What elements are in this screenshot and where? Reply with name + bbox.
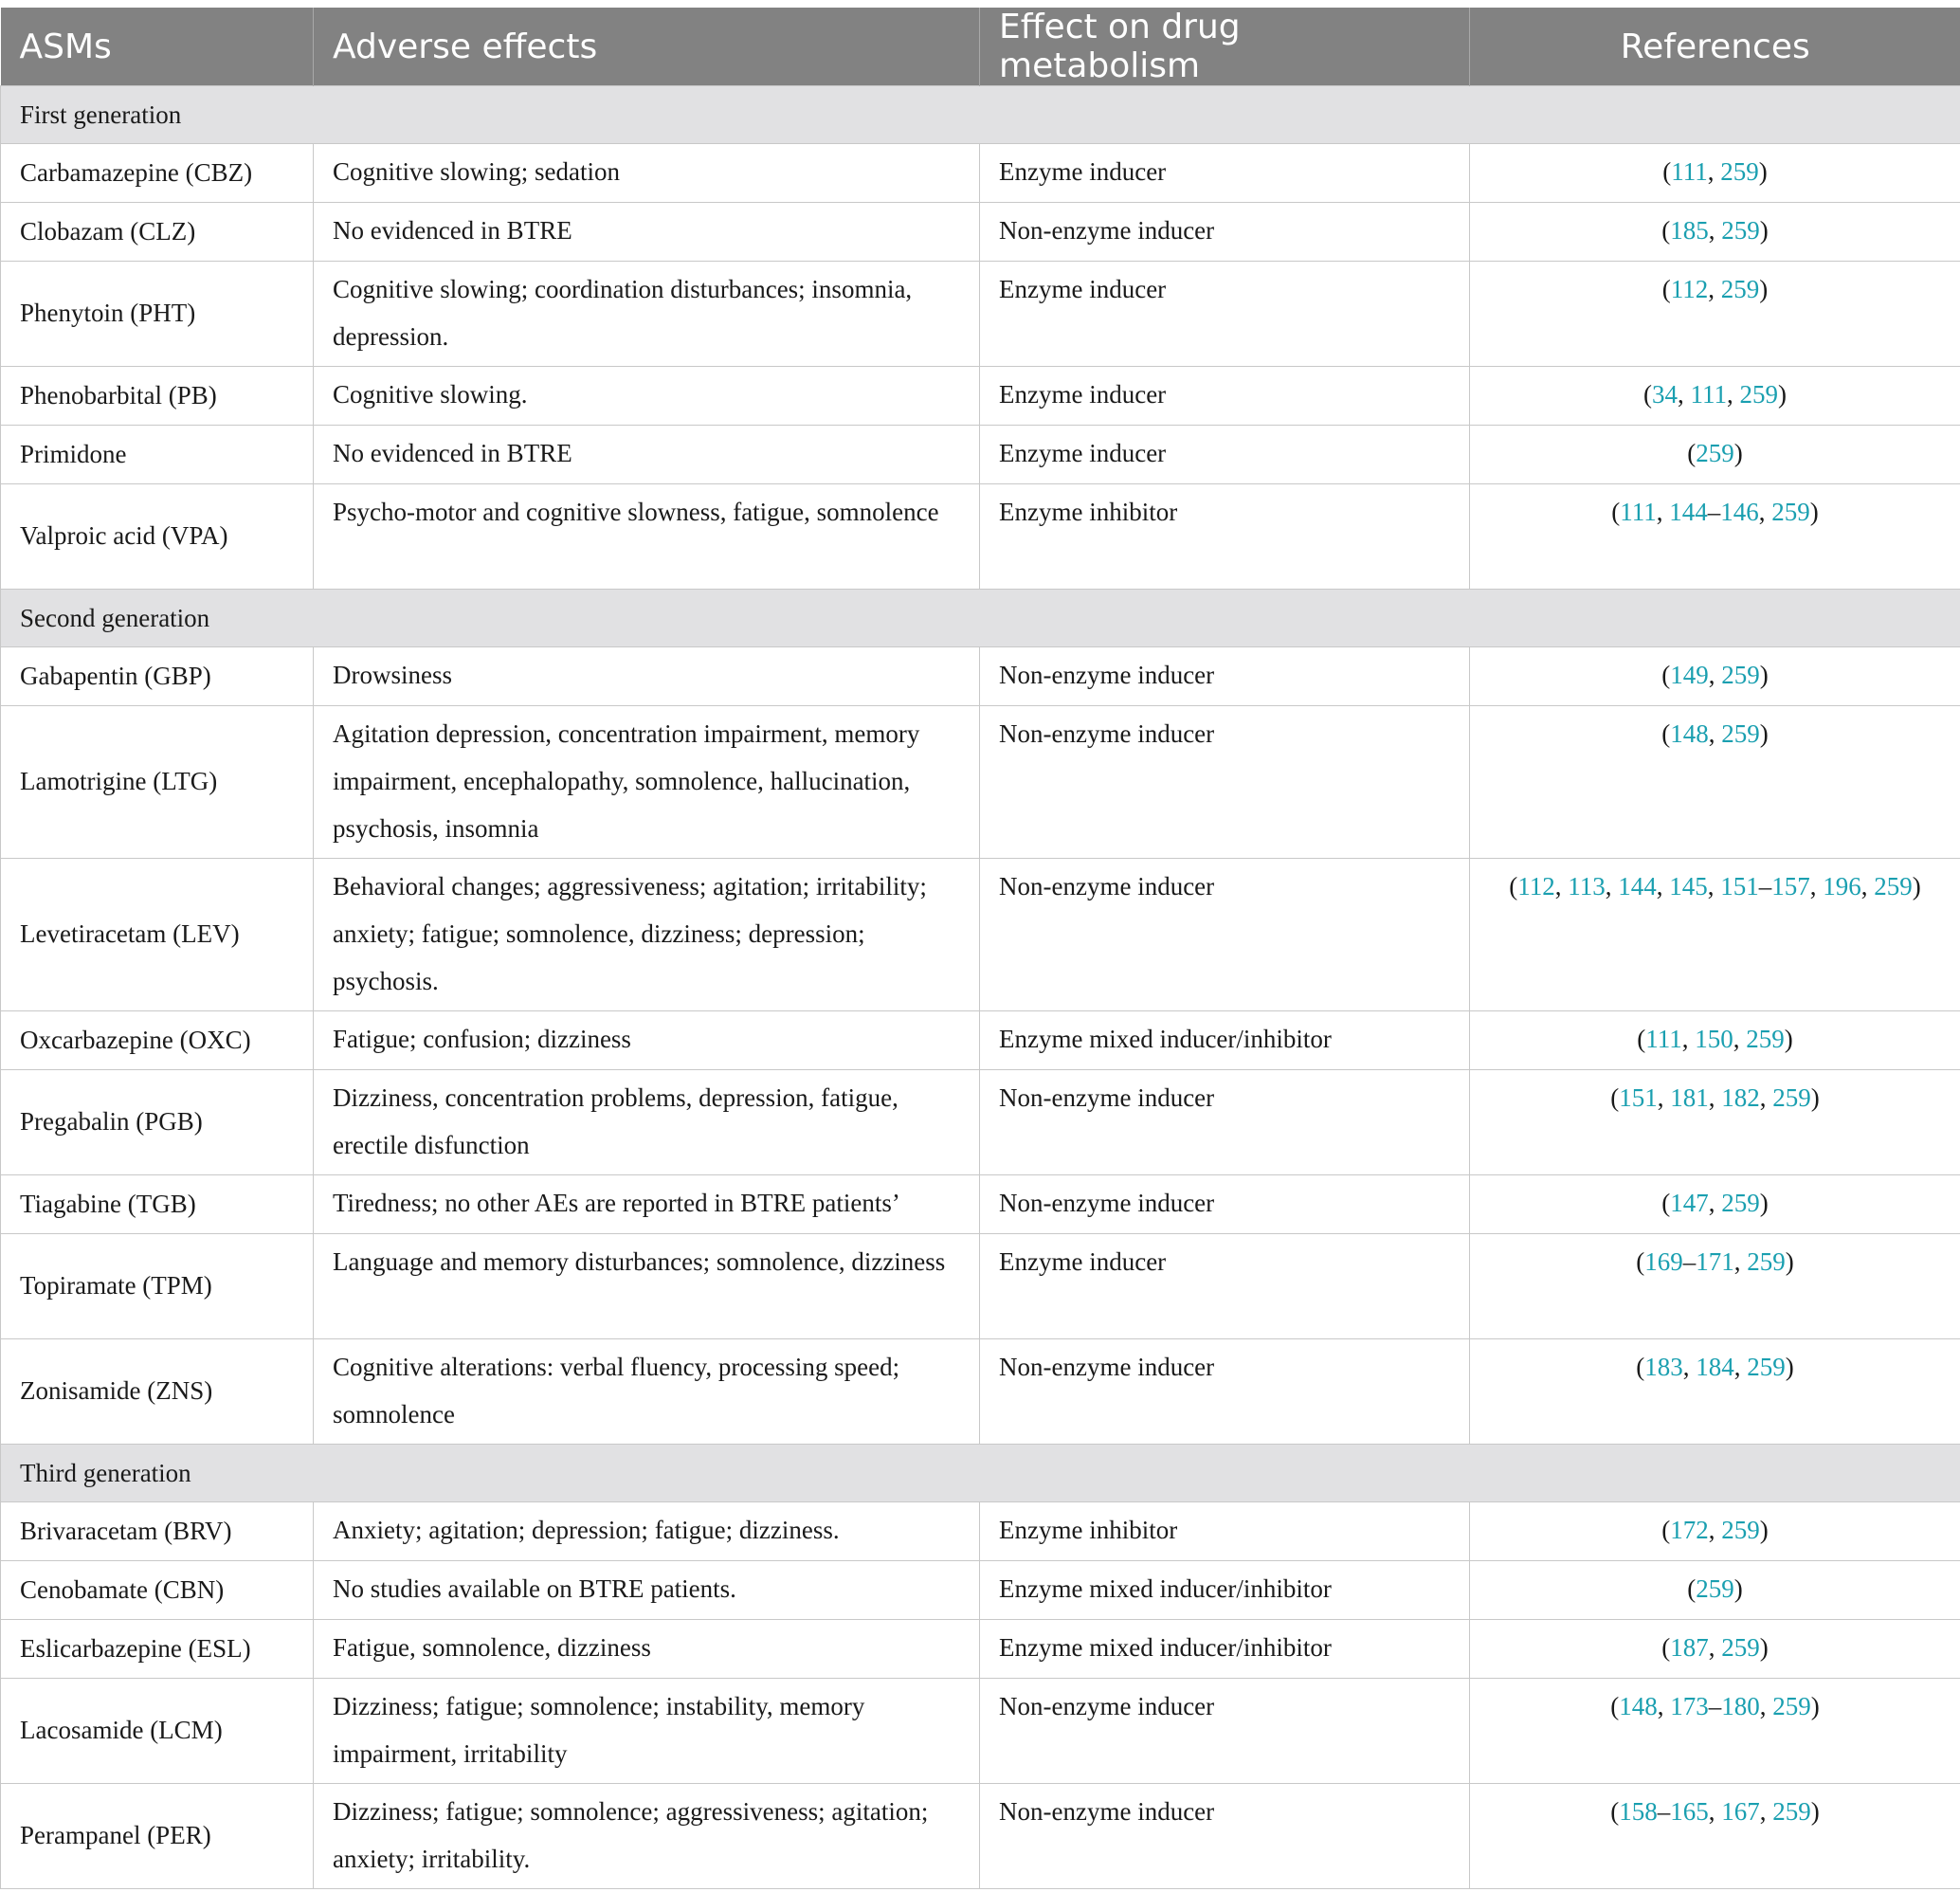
reference-link[interactable]: 147 [1670, 1189, 1709, 1217]
reference-link[interactable]: 259 [1696, 1574, 1734, 1603]
adverse-effects-cell: Dizziness; fatigue; somnolence; aggressiveness; agitation; anxiety; irritability. [314, 1784, 980, 1889]
asm-name-cell: Lacosamide (LCM) [1, 1679, 314, 1784]
adverse-effects-cell: Fatigue; confusion; dizziness [314, 1011, 980, 1070]
reference-link[interactable]: 180 [1721, 1692, 1760, 1720]
reference-link[interactable]: 259 [1747, 1247, 1786, 1276]
reference-link[interactable]: 158 [1619, 1797, 1658, 1826]
table-row [1, 262, 1960, 367]
reference-link[interactable]: 187 [1670, 1633, 1709, 1662]
group-label: First generation [1, 86, 1960, 144]
drug-metabolism-cell: Enzyme inhibitor [980, 1502, 1470, 1561]
adverse-effects-cell: Cognitive slowing. [314, 367, 980, 426]
header-drug-metabolism: Effect on drug metabolism [980, 8, 1470, 86]
reference-link[interactable]: 184 [1696, 1353, 1734, 1381]
asm-name-cell: Levetiracetam (LEV) [1, 859, 314, 1011]
reference-link[interactable]: 111 [1645, 1025, 1682, 1053]
asm-name-cell: Phenytoin (PHT) [1, 262, 314, 367]
references-cell: (112, 259) [1470, 262, 1960, 367]
drug-metabolism-cell: Enzyme mixed inducer/inhibitor [980, 1620, 1470, 1679]
references-cell: (148, 259) [1470, 706, 1960, 859]
header-asms: ASMs [1, 8, 314, 86]
reference-link[interactable]: 34 [1652, 380, 1678, 409]
drug-metabolism-cell: Enzyme inducer [980, 426, 1470, 484]
table-row [1, 426, 1960, 484]
drug-metabolism-cell: Enzyme inducer [980, 144, 1470, 203]
reference-link[interactable]: 112 [1670, 275, 1709, 303]
reference-link[interactable]: 259 [1721, 1633, 1760, 1662]
table-row [1, 1620, 1960, 1679]
references-cell: (149, 259) [1470, 647, 1960, 706]
references-cell: (259) [1470, 1561, 1960, 1620]
references-cell: (34, 111, 259) [1470, 367, 1960, 426]
adverse-effects-cell: Dizziness, concentration problems, depression, fatigue, erectile disfunction [314, 1070, 980, 1175]
drug-metabolism-cell: Enzyme inducer [980, 262, 1470, 367]
drug-metabolism-cell: Enzyme inhibitor [980, 484, 1470, 590]
asm-name-cell: Zonisamide (ZNS) [1, 1339, 314, 1445]
reference-link[interactable]: 259 [1739, 380, 1778, 409]
reference-link[interactable]: 182 [1721, 1083, 1760, 1112]
table-row [1, 1561, 1960, 1620]
drug-metabolism-cell: Non-enzyme inducer [980, 1679, 1470, 1784]
drug-metabolism-cell: Non-enzyme inducer [980, 1784, 1470, 1889]
adverse-effects-cell: Fatigue, somnolence, dizziness [314, 1620, 980, 1679]
reference-link[interactable]: 259 [1720, 157, 1759, 186]
adverse-effects-cell: Anxiety; agitation; depression; fatigue; dizziness. [314, 1502, 980, 1561]
references-cell: (172, 259) [1470, 1502, 1960, 1561]
references-cell: (111, 150, 259) [1470, 1011, 1960, 1070]
reference-link[interactable]: 148 [1619, 1692, 1658, 1720]
drug-metabolism-cell: Non-enzyme inducer [980, 1339, 1470, 1445]
reference-link[interactable]: 185 [1670, 216, 1709, 245]
reference-link[interactable]: 165 [1670, 1797, 1709, 1826]
asm-name-cell: Perampanel (PER) [1, 1784, 314, 1889]
adverse-effects-cell: Behavioral changes; aggressiveness; agitation; irritability; anxiety; fatigue; somnolence, dizziness; depression; psychosis. [314, 859, 980, 1011]
table-row [1, 144, 1960, 203]
adverse-effects-cell: Drowsiness [314, 647, 980, 706]
references-cell: (158–165, 167, 259) [1470, 1784, 1960, 1889]
reference-link[interactable]: 150 [1695, 1025, 1733, 1053]
references-cell: (169–171, 259) [1470, 1234, 1960, 1339]
references-cell: (147, 259) [1470, 1175, 1960, 1234]
table-container [0, 8, 1960, 1889]
table-row [1, 1339, 1960, 1445]
reference-link[interactable]: 172 [1670, 1516, 1709, 1544]
reference-link[interactable]: 113 [1568, 872, 1606, 901]
table-row [1, 1502, 1960, 1561]
asm-name-cell: Clobazam (CLZ) [1, 203, 314, 262]
reference-link[interactable]: 259 [1696, 439, 1734, 467]
adverse-effects-cell: Psycho-motor and cognitive slowness, fatigue, somnolence [314, 484, 980, 590]
references-cell: (259) [1470, 426, 1960, 484]
asm-name-cell: Gabapentin (GBP) [1, 647, 314, 706]
table-row [1, 859, 1960, 1011]
references-cell: (112, 113, 144, 145, 151–157, 196, 259) [1470, 859, 1960, 1011]
adverse-effects-cell: Tiredness; no other AEs are reported in BTRE patients’ [314, 1175, 980, 1234]
adverse-effects-cell: Cognitive slowing; sedation [314, 144, 980, 203]
table-row [1, 647, 1960, 706]
group-row [1, 1445, 1960, 1502]
asm-name-cell: Primidone [1, 426, 314, 484]
drug-metabolism-cell: Non-enzyme inducer [980, 647, 1470, 706]
reference-link[interactable]: 259 [1772, 1692, 1811, 1720]
reference-link[interactable]: 145 [1669, 872, 1708, 901]
asm-name-cell: Oxcarbazepine (OXC) [1, 1011, 314, 1070]
reference-link[interactable]: 259 [1746, 1025, 1785, 1053]
group-row [1, 590, 1960, 647]
reference-link[interactable]: 259 [1720, 275, 1760, 303]
reference-link[interactable]: 259 [1721, 1516, 1760, 1544]
reference-link[interactable]: 111 [1690, 380, 1727, 409]
drug-metabolism-cell: Non-enzyme inducer [980, 1070, 1470, 1175]
reference-link[interactable]: 112 [1517, 872, 1555, 901]
table-row [1, 1011, 1960, 1070]
reference-link[interactable]: 259 [1747, 1353, 1786, 1381]
adverse-effects-cell: Dizziness; fatigue; somnolence; instability, memory impairment, irritability [314, 1679, 980, 1784]
table-row [1, 484, 1960, 590]
reference-link[interactable]: 151 [1720, 872, 1759, 901]
reference-link[interactable]: 111 [1620, 498, 1657, 526]
references-cell: (183, 184, 259) [1470, 1339, 1960, 1445]
references-cell: (185, 259) [1470, 203, 1960, 262]
references-cell: (187, 259) [1470, 1620, 1960, 1679]
references-cell: (148, 173–180, 259) [1470, 1679, 1960, 1784]
reference-link[interactable]: 111 [1671, 157, 1708, 186]
reference-link[interactable]: 259 [1772, 1083, 1811, 1112]
table-row [1, 706, 1960, 859]
table-row [1, 203, 1960, 262]
asm-name-cell: Valproic acid (VPA) [1, 484, 314, 590]
reference-link[interactable]: 149 [1670, 661, 1709, 689]
group-label: Third generation [1, 1445, 1960, 1502]
table-row [1, 1175, 1960, 1234]
header-adverse-effects: Adverse effects [314, 8, 980, 86]
reference-link[interactable]: 259 [1721, 216, 1760, 245]
drug-metabolism-cell: Enzyme mixed inducer/inhibitor [980, 1011, 1470, 1070]
references-cell: (111, 144–146, 259) [1470, 484, 1960, 590]
drug-metabolism-cell: Non-enzyme inducer [980, 203, 1470, 262]
reference-link[interactable]: 183 [1644, 1353, 1683, 1381]
reference-link[interactable]: 171 [1696, 1247, 1734, 1276]
reference-link[interactable]: 157 [1771, 872, 1810, 901]
reference-link[interactable]: 144 [1618, 872, 1657, 901]
reference-link[interactable]: 173 [1670, 1692, 1709, 1720]
reference-link[interactable]: 181 [1670, 1083, 1709, 1112]
table-row [1, 1784, 1960, 1889]
table-row [1, 1679, 1960, 1784]
table-row [1, 367, 1960, 426]
reference-link[interactable]: 169 [1644, 1247, 1683, 1276]
table-header [1, 8, 1960, 86]
adverse-effects-cell: Cognitive slowing; coordination disturbances; insomnia, depression. [314, 262, 980, 367]
asm-name-cell: Brivaracetam (BRV) [1, 1502, 314, 1561]
asm-name-cell: Lamotrigine (LTG) [1, 706, 314, 859]
reference-link[interactable]: 259 [1721, 661, 1760, 689]
group-row [1, 86, 1960, 144]
group-label: Second generation [1, 590, 1960, 647]
drug-metabolism-cell: Non-enzyme inducer [980, 859, 1470, 1011]
references-cell: (111, 259) [1470, 144, 1960, 203]
reference-link[interactable]: 167 [1721, 1797, 1760, 1826]
asm-name-cell: Topiramate (TPM) [1, 1234, 314, 1339]
asm-name-cell: Tiagabine (TGB) [1, 1175, 314, 1234]
asm-name-cell: Eslicarbazepine (ESL) [1, 1620, 314, 1679]
drug-metabolism-cell: Non-enzyme inducer [980, 706, 1470, 859]
reference-link[interactable]: 144 [1669, 498, 1708, 526]
asm-name-cell: Pregabalin (PGB) [1, 1070, 314, 1175]
asm-name-cell: Carbamazepine (CBZ) [1, 144, 314, 203]
reference-link[interactable]: 146 [1720, 498, 1759, 526]
adverse-effects-cell: No evidenced in BTRE [314, 426, 980, 484]
reference-link[interactable]: 151 [1619, 1083, 1658, 1112]
drug-metabolism-cell: Enzyme inducer [980, 1234, 1470, 1339]
reference-link[interactable]: 259 [1874, 872, 1913, 901]
header-row [1, 8, 1960, 86]
table-row [1, 1234, 1960, 1339]
adverse-effects-cell: Cognitive alterations: verbal fluency, processing speed; somnolence [314, 1339, 980, 1445]
adverse-effects-cell: Language and memory disturbances; somnolence, dizziness [314, 1234, 980, 1339]
adverse-effects-cell: No studies available on BTRE patients. [314, 1561, 980, 1620]
asm-name-cell: Cenobamate (CBN) [1, 1561, 314, 1620]
header-references: References [1470, 8, 1960, 86]
asm-table [0, 8, 1960, 1889]
drug-metabolism-cell: Non-enzyme inducer [980, 1175, 1470, 1234]
adverse-effects-cell: No evidenced in BTRE [314, 203, 980, 262]
reference-link[interactable]: 148 [1670, 719, 1709, 748]
table-body [1, 86, 1960, 1889]
table-row [1, 1070, 1960, 1175]
reference-link[interactable]: 259 [1721, 719, 1760, 748]
reference-link[interactable]: 196 [1823, 872, 1861, 901]
references-cell: (151, 181, 182, 259) [1470, 1070, 1960, 1175]
drug-metabolism-cell: Enzyme mixed inducer/inhibitor [980, 1561, 1470, 1620]
adverse-effects-cell: Agitation depression, concentration impairment, memory impairment, encephalopathy, somnolence, hallucination, psychosis, insomnia [314, 706, 980, 859]
reference-link[interactable]: 259 [1721, 1189, 1760, 1217]
reference-link[interactable]: 259 [1771, 498, 1810, 526]
reference-link[interactable]: 259 [1772, 1797, 1811, 1826]
asm-name-cell: Phenobarbital (PB) [1, 367, 314, 426]
drug-metabolism-cell: Enzyme inducer [980, 367, 1470, 426]
